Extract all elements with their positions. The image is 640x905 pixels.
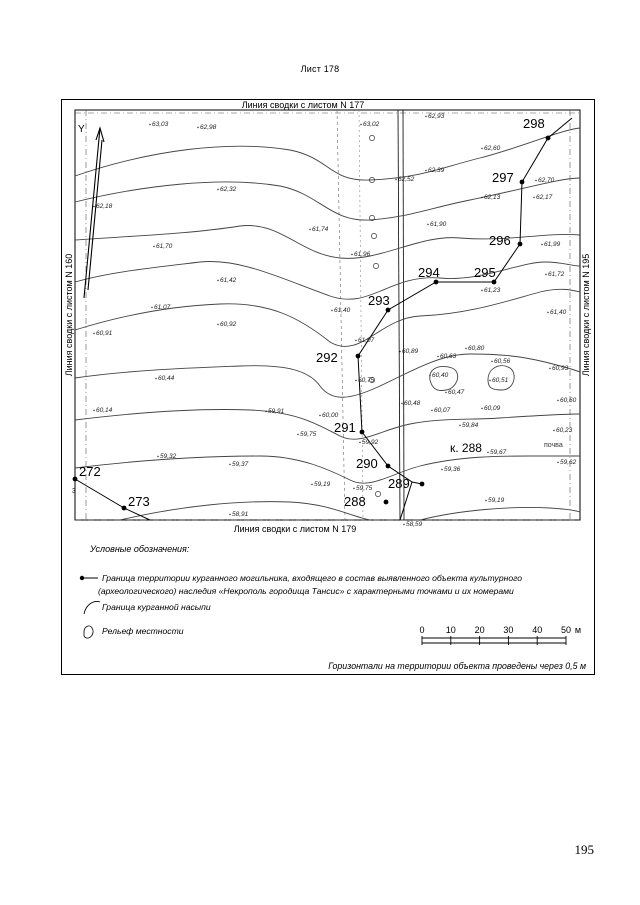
elevation-dot (319, 415, 320, 416)
elevation-dot (445, 392, 446, 393)
elevation-dot (399, 351, 400, 352)
elevation-dot (297, 434, 298, 435)
elevation-mark: 59,32 (160, 453, 177, 460)
elevation-mark: 62,98 (200, 124, 217, 131)
point-272 (73, 477, 78, 482)
elevation-mark: 59,19 (314, 481, 331, 488)
elevation-dot (309, 229, 310, 230)
point-label: 295 (474, 265, 496, 280)
point-292 (356, 354, 361, 359)
scale-unit: м (574, 625, 582, 635)
road-line (398, 110, 400, 520)
legend-item-line: Рельеф местности (102, 626, 184, 636)
elevation-dot (441, 469, 442, 470)
elevation-mark: 62,39 (428, 167, 445, 174)
elevation-mark: 61,70 (156, 243, 173, 250)
legend-item-line: (археологического) наследия «Некрополь городища Тансис» с характерными точками и их номерами (98, 586, 514, 596)
elevation-dot (217, 280, 218, 281)
elevation-mark: 60,40 (432, 372, 449, 379)
point-297 (520, 180, 525, 185)
elevation-dot (553, 430, 554, 431)
elevation-dot (157, 456, 158, 457)
point-294 (434, 280, 439, 285)
elevation-dot (355, 340, 356, 341)
elevation-mark: 59,67 (490, 449, 507, 456)
point-label: 297 (492, 170, 514, 185)
point-label: 291 (334, 420, 356, 435)
elevation-mark: 62,17 (536, 194, 553, 201)
elevation-dot (557, 462, 558, 463)
elevation-mark: 62,32 (220, 186, 237, 193)
elevation-dot (481, 290, 482, 291)
elevation-mark: 60,91 (96, 330, 113, 337)
elevation-dot (355, 380, 356, 381)
elevation-dot (437, 356, 438, 357)
elevation-dot (151, 307, 152, 308)
elevation-dot (541, 244, 542, 245)
elevation-dot (545, 274, 546, 275)
contour-lines (75, 128, 580, 520)
elevation-dot (93, 206, 94, 207)
point-label: 298 (523, 116, 545, 131)
elevation-dot (481, 408, 482, 409)
elevation-dot (429, 375, 430, 376)
elevation-mark: 61,72 (548, 271, 565, 278)
side-mark: 3 (72, 488, 76, 495)
contour-note: Горизонтали на территории объекта проведены через 0,5 м (328, 661, 586, 671)
legend-mound-symbol (84, 602, 100, 615)
elevation-mark: 61,07 (154, 304, 171, 311)
road-line (337, 110, 345, 520)
elevation-dot (459, 425, 460, 426)
road-line (403, 110, 404, 520)
elevation-dot (485, 500, 486, 501)
point-291 (360, 430, 365, 435)
elevation-mark: 60,48 (404, 400, 421, 407)
elevation-mark: 58,91 (232, 511, 249, 518)
page-number: 195 (574, 842, 594, 857)
pochva-label: почва (544, 442, 563, 449)
elevation-mark: 60,07 (434, 407, 451, 414)
elevation-mark: 61,96 (354, 251, 371, 258)
elevation-mark: 61,42 (220, 277, 237, 284)
edge-label-bottom: Линия сводки с листом N 179 (233, 524, 357, 534)
elevation-mark: 61,07 (358, 337, 375, 344)
elevation-dot (351, 254, 352, 255)
elevation-mark: 61,99 (544, 241, 561, 248)
legend-item-line: Граница курганной насыпи (102, 602, 211, 612)
elevation-mark: 59,62 (560, 459, 577, 466)
elevation-mark: 60,23 (556, 427, 573, 434)
elevation-dot (403, 524, 404, 525)
elevation-mark: 61,74 (312, 226, 329, 233)
elevation-dot (359, 442, 360, 443)
point-273 (122, 506, 127, 511)
point-289 (420, 482, 425, 487)
elevation-dot (481, 148, 482, 149)
elevation-dot (549, 368, 550, 369)
contour-line (75, 456, 580, 483)
elevation-mark: 62,60 (484, 145, 501, 152)
scale-tick: 0 (419, 625, 425, 635)
elevation-mark: 59,75 (300, 431, 317, 438)
elevation-dot (311, 484, 312, 485)
elevation-mark: 59,19 (488, 497, 505, 504)
elevation-mark: 59,84 (462, 422, 479, 429)
elevation-mark: 59,37 (232, 461, 249, 468)
edge-label-top: Линия сводки с листом N 177 (241, 100, 365, 110)
elevation-mark: 60,09 (484, 405, 501, 412)
elevation-dot (491, 361, 492, 362)
elevation-mark: 61,23 (484, 287, 501, 294)
elevation-mark: 62,13 (484, 194, 501, 201)
relief-marker (371, 233, 376, 238)
elevation-mark: 61,40 (334, 307, 351, 314)
elevation-dot (465, 348, 466, 349)
point-label: 292 (316, 350, 338, 365)
scale-tick: 20 (474, 625, 485, 635)
legend-title: Условные обозначения: (90, 544, 190, 554)
elevation-mark: 58,59 (406, 521, 423, 528)
elevation-dot (431, 410, 432, 411)
scale-tick: 10 (445, 625, 456, 635)
elevation-dot (93, 410, 94, 411)
elevation-mark: 60,93 (552, 365, 569, 372)
elevation-mark: 61,90 (430, 221, 447, 228)
north-arrow-icon (84, 128, 104, 298)
relief-marker (373, 263, 378, 268)
elevation-mark: 61,40 (550, 309, 567, 316)
elevation-dot (331, 310, 332, 311)
contour-line (420, 508, 580, 521)
scale-labels (419, 625, 581, 635)
elevation-mark: 60,63 (440, 353, 457, 360)
point-label: 294 (418, 265, 440, 280)
elevation-mark: 63,03 (152, 121, 169, 128)
north-symbol: Y (78, 124, 85, 135)
legend-relief-symbol (84, 626, 93, 638)
elevation-dot (353, 488, 354, 489)
point-296 (518, 242, 523, 247)
elevation-mark: 60,80 (468, 345, 485, 352)
point-label: 288 (344, 494, 366, 509)
elevation-dot (557, 400, 558, 401)
elevation-dot (425, 170, 426, 171)
elevation-dot (265, 411, 266, 412)
legend-boundary-symbol (80, 576, 98, 580)
point-label: 273 (128, 494, 150, 509)
kurgan-label: к. 288 (450, 441, 482, 455)
point-label: 272 (79, 464, 101, 479)
point-label: 289 (388, 476, 410, 491)
elevation-mark: 60,47 (448, 389, 465, 396)
elevation-mark: 62,18 (96, 203, 113, 210)
point-290 (386, 464, 391, 469)
contour-line (75, 289, 580, 346)
elevation-dot (547, 312, 548, 313)
elevation-mark: 60,60 (560, 397, 577, 404)
scale-tick: 30 (503, 625, 514, 635)
relief-marker (375, 491, 380, 496)
elevation-mark: 62,70 (538, 177, 555, 184)
elevation-dot (360, 124, 361, 125)
elevation-mark: 60,51 (492, 377, 509, 384)
edge-label-left: Линия сводки с листом N 160 (64, 253, 74, 377)
elevation-mark: 60,14 (96, 407, 113, 414)
point-288 (384, 500, 389, 505)
elevation-dot (395, 179, 396, 180)
elevation-mark: 62,52 (398, 176, 415, 183)
elevation-mark: 59,36 (444, 466, 461, 473)
legend-item-line: Граница территории курганного могильника, входящего в состав выявленного объекта культурного (102, 573, 523, 583)
elevation-mark: 60,92 (220, 321, 237, 328)
elevation-dot (93, 333, 94, 334)
elevation-mark: 60,89 (402, 348, 419, 355)
point-295 (492, 280, 497, 285)
elevation-mark: 60,75 (358, 377, 375, 384)
elevation-dot (489, 380, 490, 381)
elevation-dot (487, 452, 488, 453)
point-label: 293 (368, 293, 390, 308)
elevation-dot (229, 464, 230, 465)
elevation-mark: 59,91 (268, 408, 285, 415)
elevation-dot (533, 197, 534, 198)
elevation-dot (153, 246, 154, 247)
edge-label-right: Линия сводки с листом N 195 (581, 253, 591, 377)
elevation-dot (229, 514, 230, 515)
monument-boundary (75, 479, 124, 508)
point-label: 296 (489, 233, 511, 248)
elevation-dot (217, 324, 218, 325)
elevation-mark: 60,44 (158, 375, 175, 382)
elevation-dot (217, 189, 218, 190)
elevation-dot (401, 403, 402, 404)
point-label: 290 (356, 456, 378, 471)
point-298 (546, 136, 551, 141)
elevation-mark: 59,92 (362, 439, 379, 446)
elevation-dot (149, 124, 150, 125)
scale-bar (422, 636, 566, 645)
scale-tick: 40 (532, 625, 543, 635)
elevation-mark: 62,93 (428, 113, 445, 120)
sheet-title: Лист 178 (300, 64, 340, 74)
elevation-mark: 63,02 (363, 121, 380, 128)
relief-marker (369, 135, 374, 140)
elevation-mark: 60,00 (322, 412, 339, 419)
elevation-mark: 60,56 (494, 358, 511, 365)
elevation-dot (535, 180, 536, 181)
elevation-dot (155, 378, 156, 379)
elevation-mark: 59,75 (356, 485, 373, 492)
elevation-dot (425, 116, 426, 117)
elevation-dot (427, 224, 428, 225)
elevation-dot (481, 197, 482, 198)
scale-tick: 50 (560, 625, 572, 635)
point-293 (386, 308, 391, 313)
elevation-dot (197, 127, 198, 128)
